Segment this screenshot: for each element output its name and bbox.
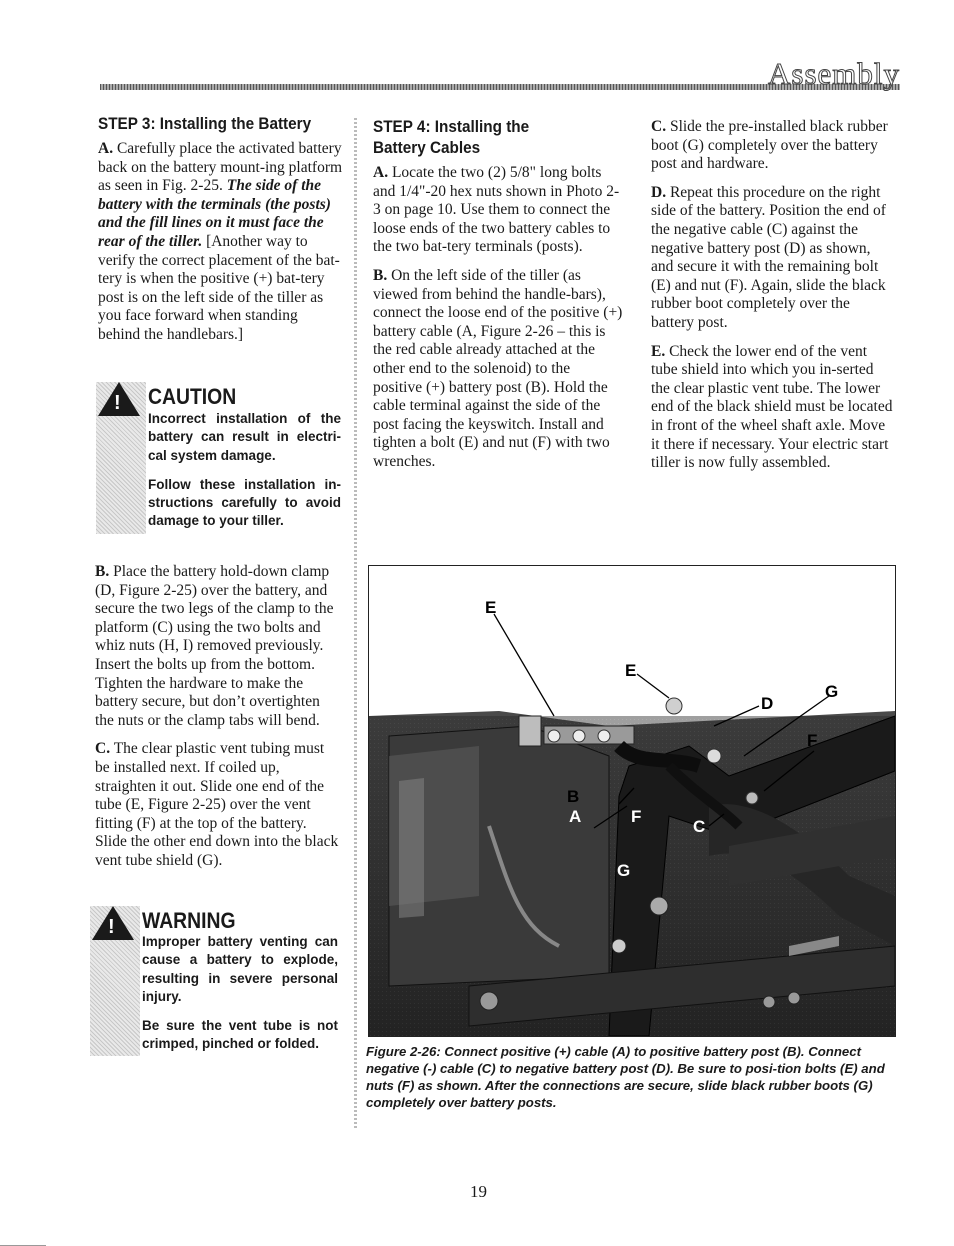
step4-d-text: Repeat this procedure on the right side of the battery. Position the end of the negative cable (C) against the negative battery post (D) as shown, and secure it with the remaining bolt (E) and nut (F). Again, slide the black rubber boot completely over the battery post. [651, 183, 886, 331]
caution-title: CAUTION [148, 384, 237, 409]
page-section-title: Assembly [768, 56, 900, 91]
step4-b-text: On the left side of the tiller (as viewed from behind the handle-bars), connect the loose end of the positive (+) battery cable (A, Figure 2-26 – this is the red cable already attached at the other end to the solenoid) to the positive (+) battery post (B). Hold the cable terminal against the side of the post facing the keyswitch. Install and tighten a bolt (E) and nut (F) with two wrenches. [373, 266, 623, 470]
step3-a-text1: Carefully place the activated battery back on the battery mount-ing platform as seen in Fig. 2-25. [98, 140, 343, 195]
warning-p2: Be sure the vent tube is not crimped, pinched or folded. [142, 1018, 338, 1052]
step3-para-a [98, 140, 343, 345]
step4-c-text: Slide the pre-installed black rubber boot (G) completely over the battery post and hardware. [651, 118, 888, 173]
warning-body [142, 933, 338, 1065]
battery-photo-illustration [369, 566, 895, 1036]
step3-a-label: A. [98, 140, 114, 157]
figure-label-c: C [693, 817, 706, 836]
step3-c-text: The clear plastic vent tubing must be installed next. If coiled up, straighten it out. Slide one end of the tube (E, Figure 2-25) over the vent fitting (F) at the top of the battery. Slide the other end down into the black vent tube shield (G). [95, 740, 339, 869]
figure-label-g2: G [617, 861, 631, 880]
step3-a-text2: [Another way to verify the correct placement of the bat-tery is when the positive (+) bat-tery post is on the left side of the tiller as you face forward when standing behind the handlebars.] [98, 232, 340, 343]
figure-label-d: D [761, 694, 774, 713]
step4-para-e [651, 343, 895, 473]
figure-label-b: B [567, 787, 580, 806]
step4-para-a [373, 164, 623, 257]
figure-caption: Figure 2-26: Connect positive (+) cable (A) to positive battery post (B). Connect negative (-) cable (C) to negative battery post (D). Be sure to posi-tion bolts (E) and nuts (F) as shown. After the connections are secure, slide black rubber boots (G) completely over battery posts. [366, 1044, 885, 1110]
caution-box [96, 382, 346, 534]
warning-box [90, 906, 340, 1056]
step3-para-b [95, 563, 341, 730]
step3-para-c [95, 740, 341, 870]
caution-p1: Incorrect installation of the battery can result in electri-cal system damage. [148, 411, 341, 463]
step4-heading-line1: STEP 4: Installing the [373, 117, 530, 136]
step4-d-label: D. [651, 183, 667, 201]
step3-heading: STEP 3: Installing the Battery [98, 114, 312, 133]
step3-c-label: C. [95, 740, 111, 758]
exclamation-icon: ! [108, 916, 115, 938]
step3-column-continued [95, 563, 341, 881]
step4-a-label: A. [373, 164, 389, 181]
step4-column [373, 116, 623, 482]
warning-p1: Improper battery venting can cause a battery to explode, resulting in severe personal injury. [142, 934, 338, 1004]
figure-label-g1: G [825, 682, 839, 701]
step4-para-d [651, 184, 895, 333]
step3-b-text: Place the battery hold-down clamp (D, Figure 2-25) over the battery, and secure the two legs of the clamp to the platform (C) using the two bolts and whiz nuts (H, I) removed previously. Insert the bolts up from the bottom. Tighten the hardware to make the battery secure, but don’t overtighten the nuts or the clamp tabs will bend. [95, 563, 334, 729]
figure-label-e1: E [485, 598, 497, 617]
caution-p2: Follow these installation in-structions carefully to avoid damage to your tiller. [148, 476, 341, 529]
warning-title: WARNING [142, 908, 236, 933]
step3-column [98, 113, 343, 355]
step4-para-b [373, 267, 623, 472]
step4-e-label: E. [651, 342, 666, 360]
step3-b-label: B. [95, 563, 110, 580]
step4-c-label: C. [651, 118, 667, 135]
step3-a-emphasis: The side of the battery with the terminals (the posts) and the fill lines on it must face the rear of the tiller. [98, 177, 331, 250]
column-divider-left [354, 118, 357, 1128]
step4-heading-line2: Battery Cables [373, 138, 481, 157]
step4-a-text: Locate the two (2) 5/8" long bolts and 1/4"-20 hex nuts shown in Photo 2-3 on page 10. Use them to connect the loose ends of the two battery cables to the two bat-tery terminals (posts). [373, 164, 620, 256]
figure-label-f2: F [631, 807, 642, 826]
step4-column-continued [651, 118, 895, 483]
figure-label-a: A [569, 807, 582, 826]
figure-label-e2: E [625, 661, 637, 680]
step4-para-c [651, 118, 895, 174]
step4-heading [373, 116, 598, 158]
exclamation-icon: ! [114, 392, 121, 414]
step4-b-label: B. [373, 266, 388, 284]
figure-2-26 [368, 565, 896, 1037]
caution-body [148, 410, 341, 542]
figure-label-f1: F [807, 731, 818, 750]
page-number: 19 [470, 1182, 487, 1201]
step4-e-text: Check the lower end of the vent tube shield into which you in-serted the clear plastic vent tube. The lower end of the black shield must be located in front of the wheel shaft axle. Move it there if necessary. Your electric start tiller is now fully assembled. [651, 342, 893, 472]
